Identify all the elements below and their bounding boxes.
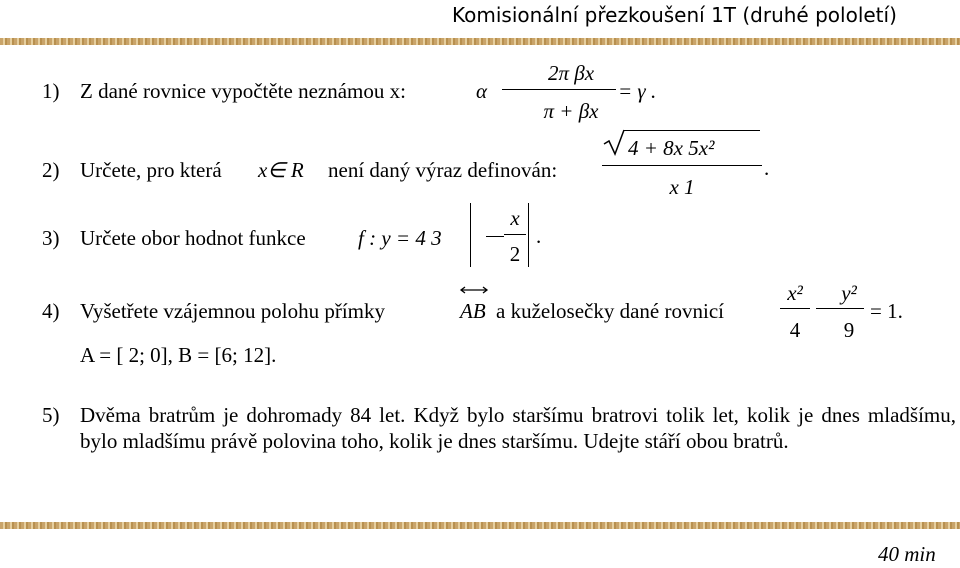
task5-number: 5) (42, 403, 60, 427)
task1-text: Z dané rovnice vypočtěte neznámou x: (80, 79, 406, 103)
task2-set: x∈ R (258, 158, 304, 182)
task1-alpha: α (476, 79, 488, 103)
task1-equals-gamma: = γ . (618, 79, 657, 103)
task1-fraction-bar (526, 89, 616, 90)
task5-text: Dvěma bratrům je dohromady 84 let. Když bylo staršímu bratrovi tolik let, kolik je dnes mladšímu, bylo mladšímu právě polovina toho, kolik je dnes staršímu. Udejte stáří obou bratrů. (80, 403, 956, 453)
task1-numerator: 2π βx (547, 61, 595, 85)
task3-two: 2 (509, 242, 521, 266)
task3-abs-right-bar (528, 203, 529, 267)
task3-number: 3) (42, 226, 60, 250)
task2-text-a: Určete, pro která (80, 158, 222, 182)
task2-root-vinculum (624, 130, 760, 131)
task4-points: A = [ 2; 0], B = [6; 12]. (80, 343, 277, 367)
task4-nine: 9 (843, 318, 855, 342)
task4-minus-sign (816, 308, 834, 309)
task2-number: 2) (42, 158, 60, 182)
task3-fraction-bar (504, 234, 526, 235)
task4-fraction-bar-x (780, 308, 810, 309)
footer-decorative-bar (0, 522, 960, 529)
task1-minus-sign (502, 89, 526, 90)
task2-radicand: 4 + 8x 5x² (628, 136, 715, 160)
task4-four: 4 (789, 318, 801, 342)
task3-abs-left-bar (470, 203, 471, 267)
task2-dot: . (764, 156, 770, 180)
task2-text-b: není daný výraz definován: (328, 158, 558, 182)
task4-number: 4) (42, 299, 60, 323)
task3-x: x (510, 206, 520, 230)
task1-denominator: π + βx (543, 99, 599, 123)
task4-y-squared: y² (841, 281, 857, 305)
task3-text: Určete obor hodnot funkce (80, 226, 306, 250)
task2-denominator: x 1 (669, 175, 695, 199)
task4-text-b: a kuželosečky dané rovnicí (496, 299, 724, 323)
header-decorative-bar (0, 38, 960, 45)
task4-text-a: Vyšetřete vzájemnou polohu přímky (80, 299, 386, 323)
task4-line-ab: AB (460, 299, 486, 323)
task1-number: 1) (42, 79, 60, 103)
task2-root-sign (602, 128, 626, 156)
task4-fraction-bar-y (834, 308, 864, 309)
task4-line-arrow-icon (458, 285, 490, 295)
task3-dot: . (536, 224, 542, 248)
task3-function-def: f : y = 4 3 (358, 226, 442, 250)
task4-x-squared: x² (787, 281, 803, 305)
task3-minus-sign (486, 236, 504, 237)
task4-equals-one: = 1. (870, 299, 903, 323)
time-limit: 40 min (878, 542, 936, 566)
task2-fraction-bar (602, 165, 762, 166)
document-title: Komisionální přezkoušení 1T (druhé pololetí) (452, 3, 897, 27)
